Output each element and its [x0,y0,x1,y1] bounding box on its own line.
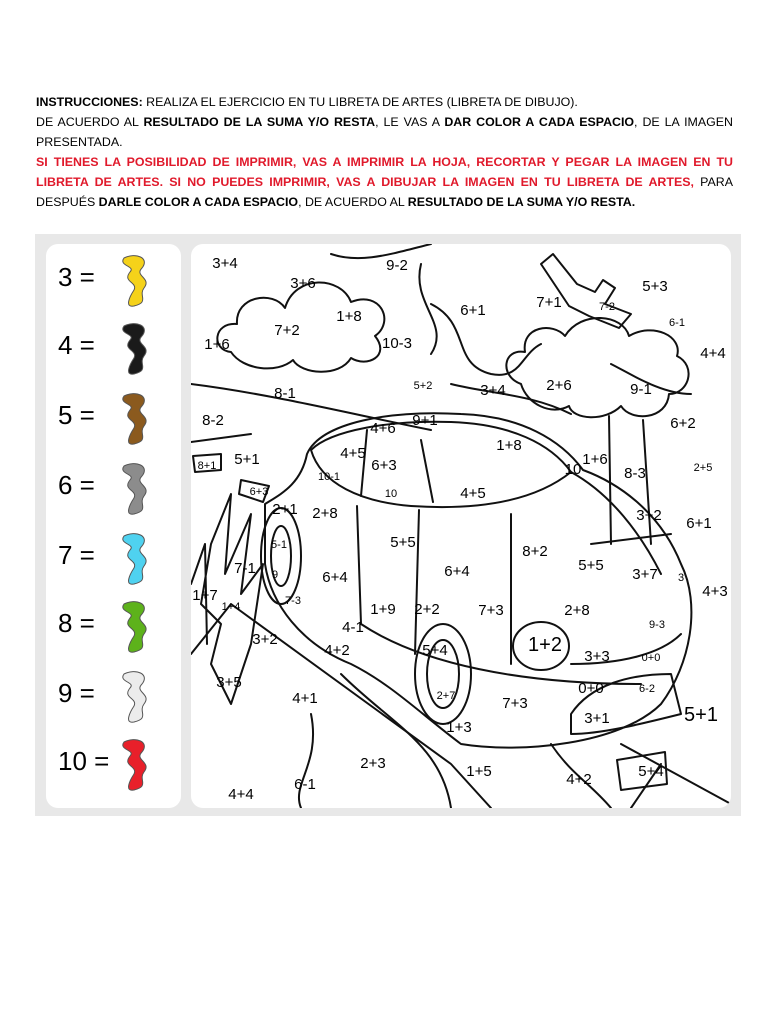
text-segment: , DE ACUERDO AL [298,195,408,209]
text-segment-bold: DARLE COLOR A CADA ESPACIO [98,195,299,209]
paint-blob-icon [110,530,160,586]
region-number-label: 10 [384,488,398,500]
region-number-label: 6+1 [460,302,486,319]
legend-row [46,530,181,590]
instructions-block [36,92,733,212]
region-number-label: 4+1 [292,690,318,707]
region-number-label: 10-3 [381,335,413,352]
region-number-label: 1+4 [221,601,241,613]
instructions-heading: INSTRUCCIONES: [36,95,143,109]
region-number-label: 3+3 [584,648,610,665]
region-number-label: 8-2 [202,412,224,429]
legend-number: 6 = [58,470,95,500]
region-number-label: 7-3 [285,595,301,607]
region-number-label: 1+8 [336,308,362,325]
legend-row [46,390,181,450]
instructions-text: REALIZA EL EJERCICIO EN TU LIBRETA DE ARTES (LIBRETA DE DIBUJO). [142,95,578,109]
region-number-label: 1+6 [204,336,230,353]
tree-branch [541,254,631,328]
region-number-label: 4-1 [342,619,364,636]
region-number-label: 5+3 [642,278,668,295]
region-number-label: 5+4 [422,642,448,659]
car-door-line [357,506,511,664]
bg-swirl-1 [431,304,541,375]
region-number-label: 2+7 [436,690,456,702]
color-legend [46,244,181,808]
region-number-label: 5+5 [390,534,416,551]
region-number-label: 1+7 [192,587,218,604]
car-wheel-rear [261,508,301,604]
region-number-label: 6+2 [670,415,696,432]
legend-row [46,320,181,380]
text-segment-bold: RESULTADO DE LA SUMA Y/O RESTA [143,115,376,129]
region-number-label: 6-1 [669,317,685,329]
region-number-label: 3 [677,572,685,584]
region-number-label: 6+1 [686,515,712,532]
region-number-label: 6+3 [371,457,397,474]
region-number-label: 4+5 [460,485,486,502]
text-segment-bold: RESULTADO DE LA SUMA Y/O RESTA. [407,195,636,209]
paint-blob-icon [110,736,160,792]
region-number-label: 4+2 [324,642,350,659]
cloud-left [217,282,384,371]
region-number-label: 3+4 [480,382,506,399]
region-number-label: 3+1 [584,710,610,727]
region-number-label: 1+6 [582,451,608,468]
paint-blob-icon [110,460,160,516]
paint-blob-icon [110,598,160,654]
region-number-label: 0+0 [641,652,661,664]
region-number-label: 8-1 [274,385,296,402]
region-number-label: 4+5 [340,445,366,462]
region-number-label: 5+1 [234,451,260,468]
region-number-label: 1+2 [528,634,562,656]
region-number-label: 5+4 [638,763,664,780]
region-number-label: 5-1 [271,539,287,551]
region-number-label: 2+2 [414,601,440,618]
text-segment-bold: DAR COLOR A CADA ESPACIO [444,115,635,129]
region-number-label: 7-2 [599,301,615,313]
paint-blob-icon [110,320,160,376]
region-number-label: 4+3 [702,583,728,600]
instructions-line-1 [36,92,733,112]
region-number-label: 7+2 [274,322,300,339]
paint-blob-icon [110,252,160,308]
region-number-label: 1+3 [446,719,472,736]
legend-row [46,668,181,728]
region-number-label: 1+8 [496,437,522,454]
legend-number: 5 = [58,400,95,430]
region-number-label: 1+9 [370,601,396,618]
text-segment: , LE VAS A [375,115,445,129]
region-number-label: 6-2 [639,683,655,695]
legend-row [46,460,181,520]
region-number-label: 2+8 [564,602,590,619]
region-number-label: 6+3 [249,486,269,498]
region-number-label: 9-2 [386,257,408,274]
region-number-label: 2+8 [312,505,338,522]
region-number-label: 9-3 [649,619,665,631]
region-number-label: 6+4 [444,563,470,580]
legend-number: 8 = [58,608,95,638]
region-number-label: 7+3 [502,695,528,712]
region-number-label: 3+4 [212,255,238,272]
text-segment: PARA DESPUÉS [36,175,733,209]
instructions-line-3 [36,152,733,212]
region-number-label: 5+5 [578,557,604,574]
legend-number: 7 = [58,540,95,570]
legend-row [46,252,181,312]
region-number-label: 8+2 [522,543,548,560]
region-number-label: 8-3 [624,465,646,482]
text-segment-red: SI TIENES LA POSIBILIDAD DE IMPRIMIR, VAS A IMPRIMIR LA HOJA, RECORTAR Y PEGAR LA IMAGEN EN TU LIBRETA DE ARTES. SI NO PUEDES IMPRIMIR, VAS A DIBUJAR LA IMAGEN EN TU LIBRETA DE ARTES, [36,155,733,189]
region-number-label: 10-1 [317,471,341,483]
region-number-label: 2+6 [546,377,572,394]
legend-row [46,598,181,658]
region-number-label: 1+5 [466,763,492,780]
region-number-label: 2+5 [693,462,713,474]
region-number-label: 5+1 [684,704,718,726]
region-number-label: 3+6 [290,275,316,292]
region-number-label: 2+1 [272,501,298,518]
region-number-label: 6-1 [294,776,316,793]
region-number-label: 7+1 [536,294,562,311]
legend-number: 4 = [58,330,95,360]
legend-number: 3 = [58,262,95,292]
region-number-label: 4+4 [700,345,726,362]
region-number-label: 6+4 [322,569,348,586]
region-number-label: 10 [564,461,582,478]
legend-row [46,736,181,796]
region-number-label: 9+1 [412,412,438,429]
region-number-label: 7+3 [478,602,504,619]
text-segment: DE ACUERDO AL [36,115,144,129]
region-number-label: 0+0 [578,680,604,697]
car-roof [311,422,571,507]
region-number-label: 4+2 [566,771,592,788]
text-segment: , DE LA IMAGEN PRESENTADA. [36,115,733,149]
region-number-label: 4+6 [370,420,396,437]
region-number-label: 9-1 [630,381,652,398]
region-number-label: 3+5 [216,674,242,691]
region-number-label: 4+4 [228,786,254,803]
legend-number: 10 = [58,746,110,776]
region-number-label: 9 [271,569,279,581]
paint-blob-icon [110,668,160,724]
legend-number: 9 = [58,678,95,708]
paint-blob-icon [110,390,160,446]
color-by-number-picture [191,244,731,808]
instructions-line-2 [36,112,733,152]
region-number-label: 5+2 [413,380,433,392]
cloud-right [506,318,688,417]
region-number-label: 7-1 [234,560,256,577]
region-number-label: 2+3 [360,755,386,772]
region-number-label: 8+1 [197,460,217,472]
region-number-label: 3+7 [632,566,658,583]
car-side-stripe [361,624,681,684]
region-number-label: 3+2 [252,631,278,648]
region-number-label: 3+2 [636,507,662,524]
